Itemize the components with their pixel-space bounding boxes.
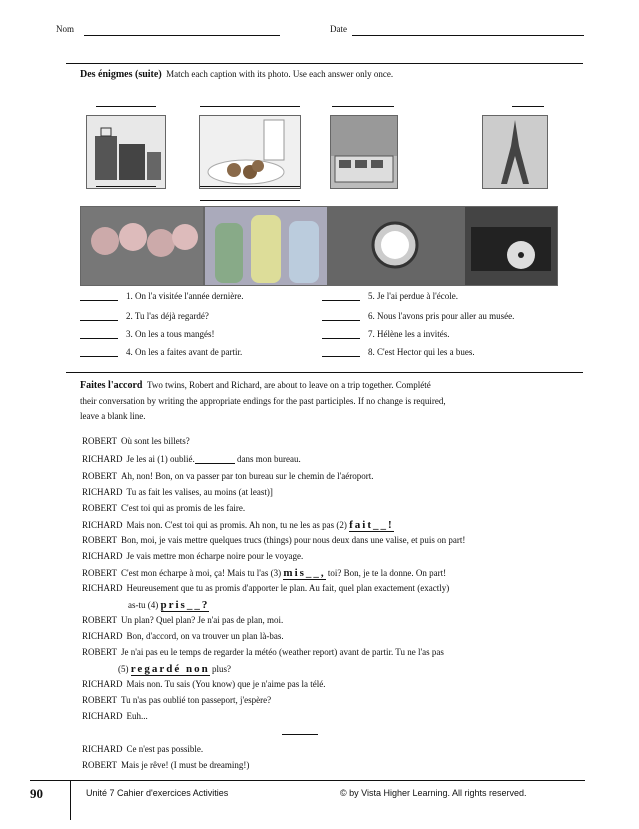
dialogue-line: ROBERT C'est mon écharpe à moi, ça! Mais tu l'as (3) mis__, toi? Bon, je te la donne. On part! [82,567,447,579]
caption-blank-3[interactable] [80,328,118,339]
photo-answer-line-3[interactable] [332,106,394,107]
friends-group-photo-icon [80,206,204,286]
dialogue-line: ROBERT Un plan? Quel plan? Je n'ai pas de plan, moi. [82,615,284,625]
caption-blank-2[interactable] [80,310,118,321]
section2-title: Faites l'accord [80,380,143,391]
caption-blank-8[interactable] [322,346,360,357]
dialogue-line: as-tu (4) pris__? [128,599,210,611]
dialogue-line: RICHARD Mais non. C'est toi qui as promis. Ah non, tu ne les as pas (2) fait__! [82,519,394,531]
dialogue-line: ROBERT C'est toi qui as promis de les faire. [82,503,246,513]
nom-label: Nom [56,24,74,34]
photo-answer-line-1[interactable] [96,106,156,107]
footer-rule [30,780,585,781]
section2-instruction-3: leave a blank line. [80,411,146,421]
dialogue-line: ROBERT Bon, moi, je vais mettre quelques trucs (things) pour nous deux dans une valise, et puis on part! [82,535,466,545]
answer-5[interactable]: regardé non [130,663,210,675]
dialogue-line: RICHARD Euh... [82,711,148,721]
dialogue-line: RICHARD Tu as fait les valises, au moins (at least)] [82,487,273,497]
caption-blank-4[interactable] [80,346,118,357]
answer-blank-6[interactable] [282,734,318,735]
dialogue-line: RICHARD Je vais mettre mon écharpe noire pour le voyage. [82,551,304,561]
answer-3[interactable]: mis__, [283,567,326,579]
dialogue-line: ROBERT Où sont les billets? [82,436,190,446]
photo-answer-line-6[interactable] [200,186,300,187]
dialogue-line: ROBERT Je n'ai pas eu le temps de regarder la météo (weather report) avant de partir. Tu ne l'as pas [82,647,444,657]
photo-answer-line-4[interactable] [512,106,544,107]
caption-blank-1[interactable] [80,290,118,301]
wristwatch-photo-icon [328,206,464,286]
caption-item-6: 6. Nous l'avons pris pour aller au musée. [322,310,514,321]
caption-blank-7[interactable] [322,328,360,339]
dialogue-line: RICHARD Heureusement que tu as promis d'apporter le plan. Au fait, quel plan exactement (exactly) [82,583,450,593]
caption-item-1: 1. On l'a visitée l'année dernière. [80,290,243,301]
answer-blank-1[interactable] [195,454,235,464]
caption-item-2: 2. Tu l'as déjà regardé? [80,310,209,321]
dialogue-line: RICHARD Bon, d'accord, on va trouver un plan là-bas. [82,631,284,641]
caption-blank-6[interactable] [322,310,360,321]
answer-4[interactable]: pris__? [160,599,210,611]
section2-instruction-1: Two twins, Robert and Richard, are about to leave on a trip together. Complété [146,380,431,390]
caption-item-3: 3. On les a tous mangés! [80,328,214,339]
caption-item-8: 8. C'est Hector qui les a bues. [322,346,475,357]
section1-title: Des énigmes (suite) [80,69,162,80]
bottles-photo-icon [204,206,328,286]
nom-line[interactable] [84,35,280,36]
luggage-photo-icon [86,115,166,189]
section2-header [80,380,431,391]
footer-book: Unité 7 Cahier d'exercices Activities [86,788,229,798]
dialogue-line: RICHARD Je les ai (1) oublié. dans mon bureau. [82,454,301,464]
section1-rule [66,63,583,64]
dialogue-line: (5) regardé non plus? [118,663,231,675]
section2-rule [66,372,583,373]
eiffel-tower-photo-icon [482,115,548,189]
section1-header [80,69,393,80]
section2-instruction-2: their conversation by writing the appropriate endings for the past participles. If no change is required, [80,396,446,406]
caption-blank-5[interactable] [322,290,360,301]
caption-item-4: 4. On les a faites avant de partir. [80,346,242,357]
milk-cookies-photo-icon [199,115,301,189]
answer-2[interactable]: fait__! [349,519,394,531]
photo-answer-line-2[interactable] [200,106,300,107]
date-line[interactable] [352,35,584,36]
photo-answer-line-7[interactable] [200,200,300,201]
dialogue-line: RICHARD Mais non. Tu sais (You know) que je n'aime pas la télé. [82,679,326,689]
dialogue-line: ROBERT Ah, non! Bon, on va passer par ton bureau sur le chemin de l'aéroport. [82,471,374,481]
footer-divider [70,780,71,820]
caption-item-5: 5. Je l'ai perdue à l'école. [322,290,458,301]
footer-copyright: © by Vista Higher Learning. All rights reserved. [340,788,527,798]
page-number: 90 [30,786,43,801]
dialogue-line: ROBERT Tu n'as pas oublié ton passeport, j'espère? [82,695,272,705]
section1-instruction: Match each caption with its photo. Use each answer only once. [166,69,394,79]
photo-answer-line-5[interactable] [96,186,156,187]
caption-item-7: 7. Hélène les a invités. [322,328,449,339]
dialogue-line: ROBERT Mais je rêve! (I must be dreaming!) [82,760,250,770]
bus-street-photo-icon [330,115,398,189]
date-label: Date [330,24,347,34]
cd-player-photo-icon [464,206,558,286]
dialogue-line: RICHARD Ce n'est pas possible. [82,744,204,754]
